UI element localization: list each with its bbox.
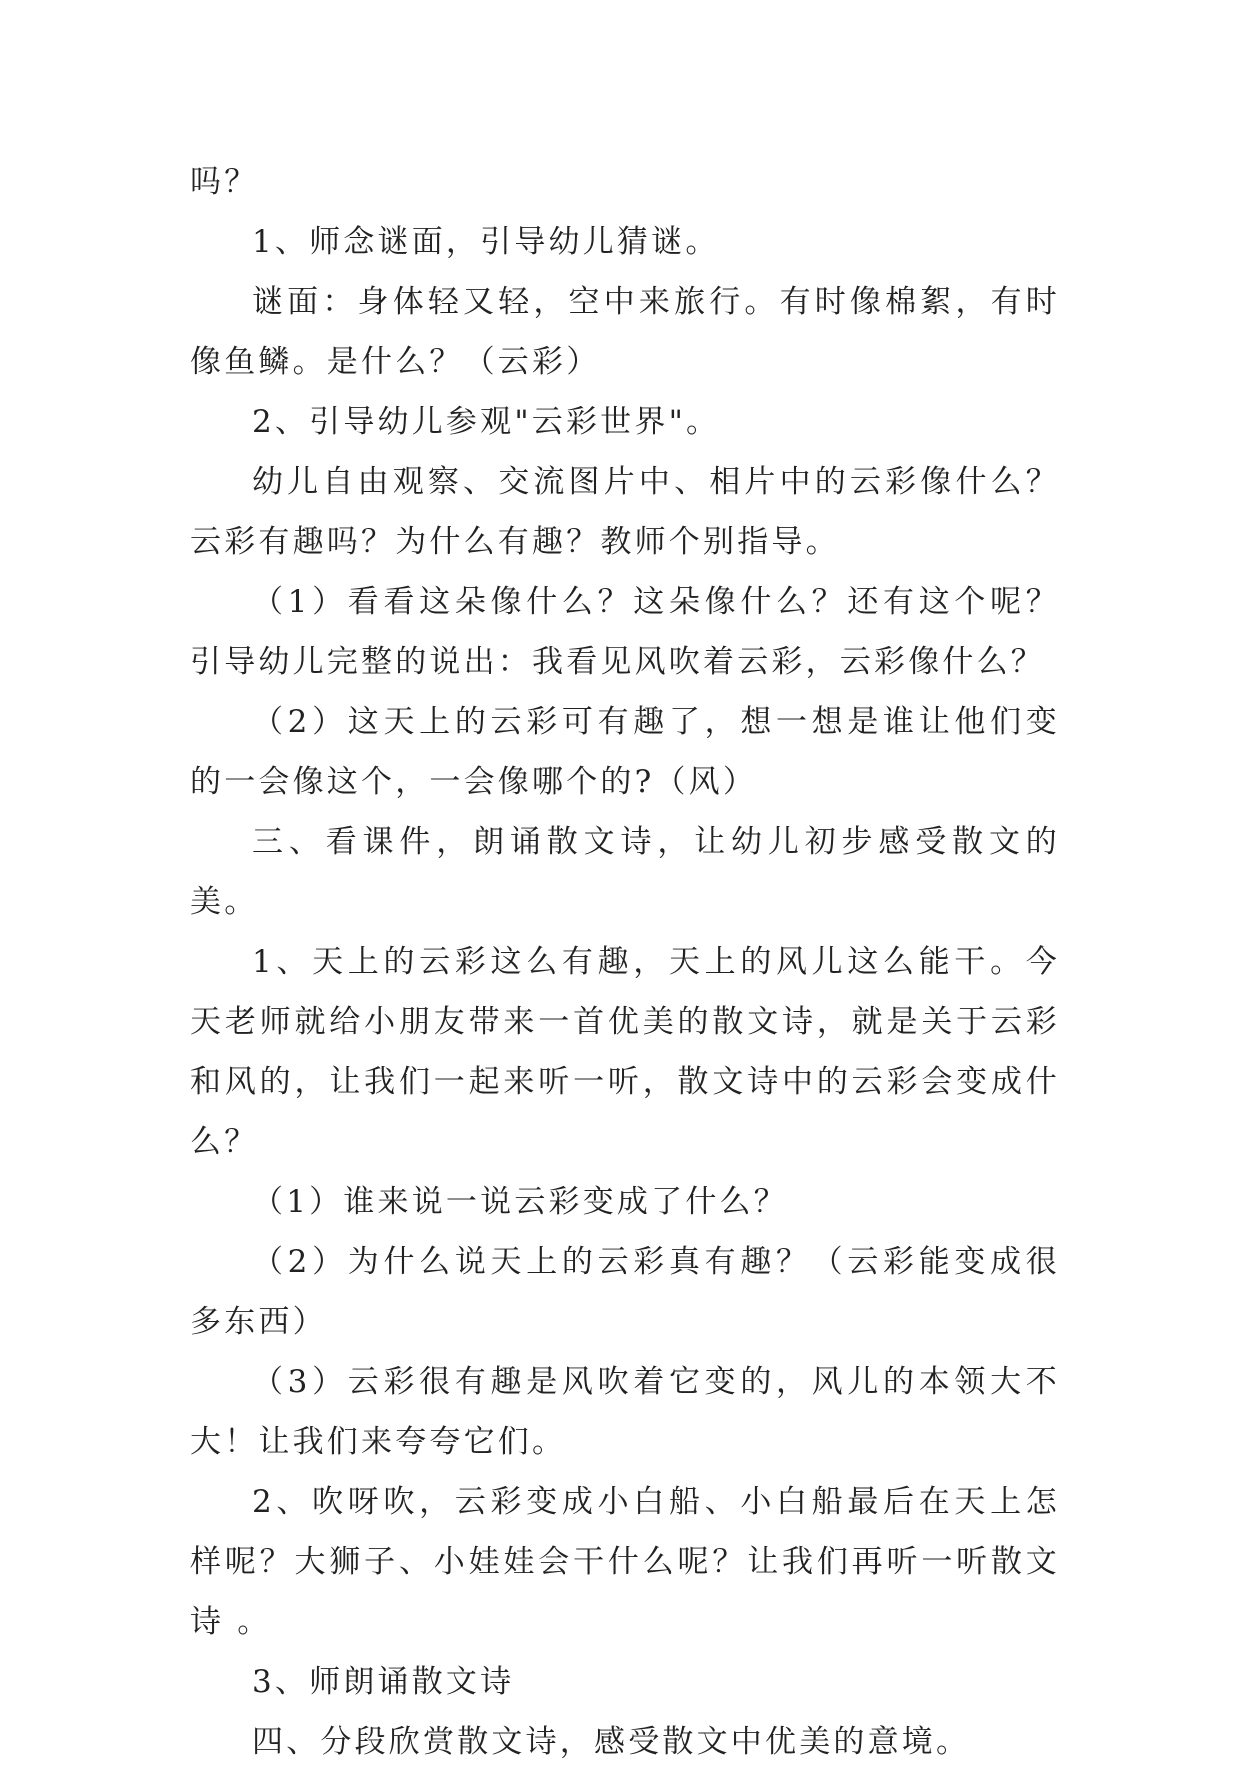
- section-heading-4: 四、分段欣赏散文诗，感受散文中优美的意境。: [252, 1724, 971, 1760]
- paragraph-step-2: 2、引导幼儿参观"云彩世界"。: [252, 404, 721, 440]
- paragraph-section3-sub-3: （3）云彩很有趣是风吹着它变的，风儿的本领大不大！让我们来夸夸它们。: [190, 1364, 1060, 1460]
- paragraph-sub-1: （1）看看这朵像什么？这朵像什么？还有这个呢？ 引导幼儿完整的说出：我看见风吹着云彩，云彩像什么？: [190, 584, 1060, 680]
- paragraph-step-1: 1、师念谜面，引导幼儿猜谜。: [252, 224, 720, 260]
- paragraph-section3-sub-2: （2）为什么说天上的云彩真有趣？（云彩能变成很多东西）: [190, 1244, 1060, 1340]
- paragraph-section3-step-2: 2、吹呀吹，云彩变成小白船、小白船最后在天上怎样呢？大狮子、小娃娃会干什么呢？让我们再听一听散文诗 。: [190, 1484, 1060, 1640]
- paragraph-section3-step-3: 3、师朗诵散文诗: [252, 1664, 515, 1700]
- paragraph-riddle: 谜面：身体轻又轻，空中来旅行。有时像棉絮，有时像鱼鳞。是什么？（云彩）: [190, 284, 1060, 380]
- document-body: [190, 152, 1060, 1772]
- paragraph-sub-2: （2）这天上的云彩可有趣了，想一想是谁让他们变的一会像这个，一会像哪个的?（风）: [190, 704, 1060, 800]
- section-heading-3: 三、看课件，朗诵散文诗，让幼儿初步感受散文的美。: [190, 824, 1060, 920]
- paragraph-section3-step-1: 1、天上的云彩这么有趣，天上的风儿这么能干。今天老师就给小朋友带来一首优美的散文诗，就是关于云彩和风的，让我们一起来听一听，散文诗中的云彩会变成什么？: [190, 944, 1060, 1160]
- paragraph-observe: 幼儿自由观察、交流图片中、相片中的云彩像什么？云彩有趣吗？为什么有趣？教师个别指导。: [190, 464, 1060, 560]
- paragraph-continuation: 吗？: [190, 164, 259, 200]
- paragraph-section3-sub-1: （1）谁来说一说云彩变成了什么？: [252, 1184, 788, 1220]
